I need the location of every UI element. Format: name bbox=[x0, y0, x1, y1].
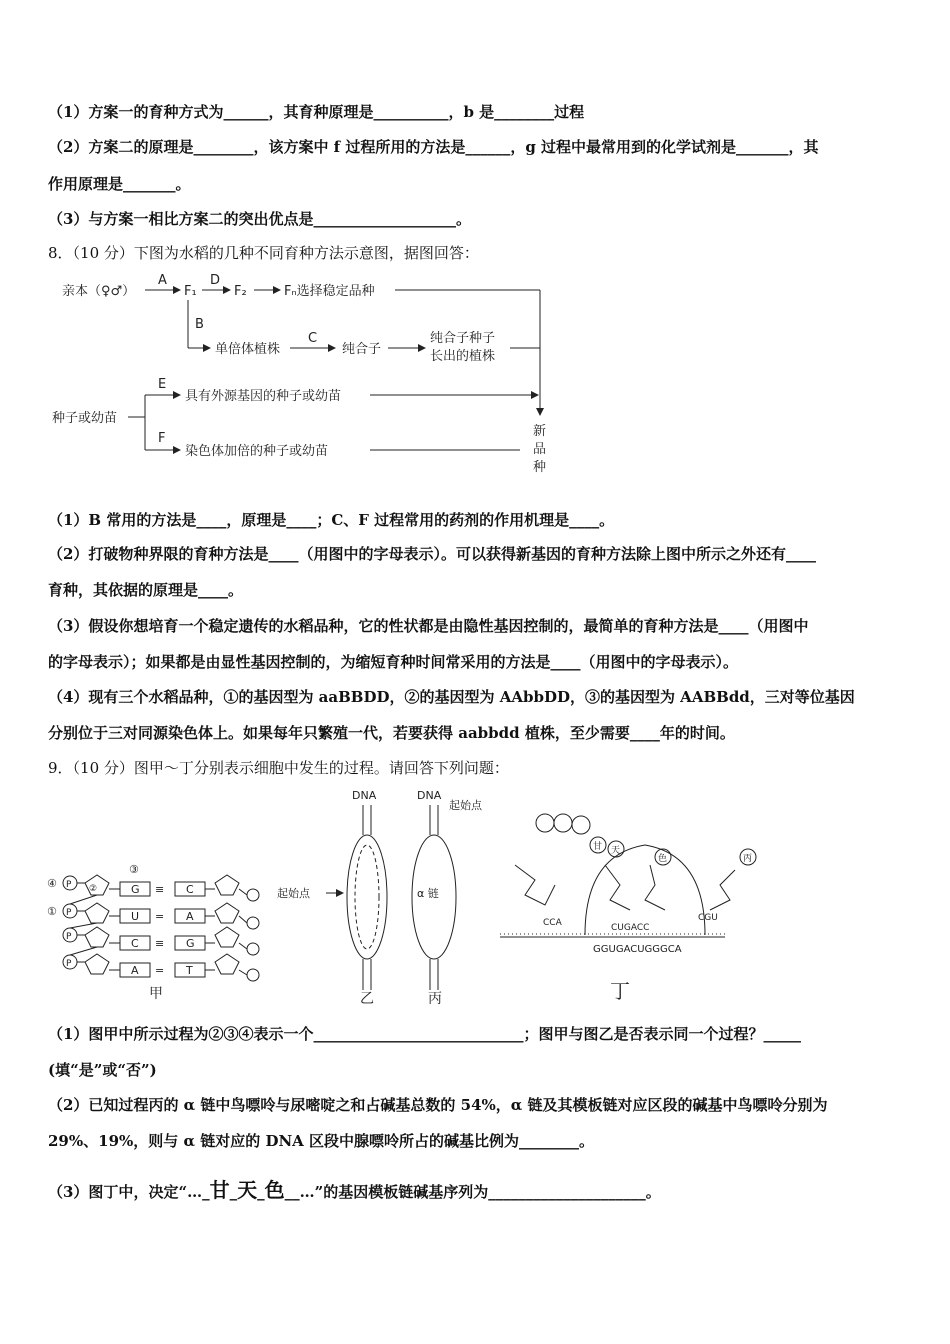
q9-sub1: （1）图甲中所示过程为②③④表示一个____________________________；图甲与图乙是否表示同一个过程？_____ bbox=[48, 1025, 801, 1043]
phosphate-2: P bbox=[66, 908, 72, 918]
q8-sub3: （3）假设你想培育一个稳定遗传的水稻品种，它的性状都是由隐性基因控制的，最简单的育种方法是____（用图中 bbox=[48, 617, 809, 635]
caption-jia: 甲 bbox=[149, 986, 163, 1002]
jia-label-4: ④ bbox=[47, 877, 57, 890]
label-F-text: 染色体加倍的种子或幼苗 bbox=[185, 444, 329, 459]
base-right-4: T bbox=[186, 964, 193, 977]
q7-sub1: （1）方案一的育种方式为______，其育种原理是__________，b 是________过程 bbox=[48, 103, 585, 121]
label-B: B bbox=[195, 317, 204, 332]
caption-yi: 乙 bbox=[360, 991, 374, 1007]
amino-1: 甘 bbox=[593, 842, 603, 852]
q9-process-diagrams bbox=[45, 785, 753, 1010]
q9-sub3-part2: ”的基因模板链碱基序列为_____________________。 bbox=[314, 1183, 661, 1201]
label-F: F bbox=[158, 431, 166, 446]
label-haploid: 单倍体植株 bbox=[215, 342, 281, 357]
label-C: C bbox=[308, 331, 318, 346]
aa-blank-2: _ bbox=[229, 1183, 238, 1201]
label-new-1: 新 bbox=[533, 424, 547, 439]
parents-label: 亲本（♀♂） bbox=[62, 284, 136, 299]
label-F1: F₁ bbox=[184, 284, 197, 299]
svg-text:≡: ≡ bbox=[155, 937, 165, 950]
base-left-4: A bbox=[131, 964, 139, 977]
q8-title: 8．（10 分）下图为水稻的几种不同育种方法示意图，据图回答： bbox=[48, 244, 479, 262]
caption-bing: 丙 bbox=[428, 991, 442, 1007]
caption-ding: 丁 bbox=[610, 979, 630, 1003]
inline-aa-3: 色 bbox=[264, 1178, 285, 1202]
q8-sub4: （4）现有三个水稻品种，①的基因型为 aaBBDD，②的基因型为 AAbbDD，③的基因型为 AABBdd，三对等位基因 bbox=[48, 688, 855, 706]
inline-aa-2: 天 bbox=[237, 1178, 258, 1202]
jia-label-3: ③ bbox=[129, 863, 139, 876]
label-F2: F₂ bbox=[234, 284, 247, 299]
label-seed: 种子或幼苗 bbox=[52, 411, 118, 426]
aa-ellipsis: __… bbox=[284, 1183, 315, 1201]
phosphate-3: P bbox=[66, 932, 72, 942]
phosphate-1: P bbox=[66, 880, 72, 890]
q7-sub3: （3）与方案一相比方案二的突出优点是___________________。 bbox=[48, 210, 471, 228]
bing-origin-label: 起始点 bbox=[449, 799, 482, 812]
yi-origin-label: 起始点 bbox=[277, 887, 310, 900]
figure-jia bbox=[47, 863, 259, 1002]
anticodon-2: CUGACC bbox=[611, 923, 650, 933]
base-left-1: G bbox=[131, 883, 140, 896]
label-new-2: 品 bbox=[533, 442, 547, 457]
base-left-3: C bbox=[131, 937, 139, 950]
q8-sub4-cont: 分别位于三对同源染色体上。如果每年只繁殖一代，若要获得 aabbdd 植株，至少需要____年的时间。 bbox=[48, 724, 735, 742]
label-Fn: Fₙ选择稳定品种 bbox=[284, 284, 375, 299]
label-E: E bbox=[158, 377, 167, 392]
bing-dna-label: DNA bbox=[417, 789, 442, 802]
q7-sub2-cont: 作用原理是_______。 bbox=[48, 175, 191, 193]
base-right-2: A bbox=[186, 910, 194, 923]
amino-2: 天 bbox=[611, 846, 621, 856]
label-A: A bbox=[158, 273, 167, 288]
label-homo: 纯合子 bbox=[342, 342, 382, 357]
base-left-2: U bbox=[131, 910, 140, 923]
yi-dna-label: DNA bbox=[352, 789, 377, 802]
anticodon-1: CCA bbox=[543, 918, 562, 928]
q7-sub2: （2）方案二的原理是________，该方案中 f 过程所用的方法是______，g 过程中最常用到的化学试剂是_______，其 bbox=[48, 138, 819, 156]
figure-yi bbox=[277, 789, 387, 1007]
mrna-sequence: GGUGACUGGGCA bbox=[593, 944, 682, 955]
jia-label-1: ① bbox=[47, 905, 57, 918]
q9-sub3 bbox=[48, 1180, 661, 1202]
anticodon-3: CGU bbox=[698, 913, 718, 923]
label-E-text: 具有外源基因的种子或幼苗 bbox=[185, 389, 342, 404]
q9-sub3-part1: （3）图丁中，决定“… bbox=[48, 1183, 203, 1201]
base-right-3: G bbox=[186, 937, 195, 950]
q9-title: 9．（10 分）图甲～丁分别表示细胞中发生的过程。请回答下列问题： bbox=[48, 759, 509, 777]
svg-text:=: = bbox=[155, 964, 165, 977]
q8-sub2: （2）打破物种界限的育种方法是____（用图中的字母表示）。可以获得新基因的育种方法除上图中所示之外还有____ bbox=[48, 545, 816, 563]
figure-bing bbox=[412, 789, 483, 1007]
inline-aa-1: 甘 bbox=[209, 1178, 230, 1202]
label-homo-plant-2: 长出的植株 bbox=[430, 349, 496, 364]
aa-blank-1: _ bbox=[202, 1183, 210, 1201]
aa-blank-3: _ bbox=[257, 1183, 265, 1201]
base-right-1: C bbox=[186, 883, 194, 896]
svg-text:=: = bbox=[155, 910, 165, 923]
q8-breeding-diagram bbox=[50, 270, 560, 485]
label-homo-plant-1: 纯合子种子 bbox=[430, 331, 496, 346]
phosphate-4: P bbox=[66, 959, 72, 969]
q9-sub1-cont: (填“是”或“否”) bbox=[48, 1061, 157, 1079]
amino-4: 丙 bbox=[743, 854, 753, 864]
label-D: D bbox=[210, 273, 221, 288]
q9-sub2: （2）已知过程丙的 α 链中鸟嘌呤与尿嘧啶之和占碱基总数的 54%，α 链及其模板链对应区段的碱基中鸟嘌呤分别为 bbox=[48, 1096, 828, 1114]
q8-sub3-cont: 的字母表示）；如果都是由显性基因控制的，为缩短育种时间常采用的方法是____（用图中的字母表示）。 bbox=[48, 653, 739, 671]
figure-ding bbox=[500, 814, 756, 1003]
amino-3: 色 bbox=[658, 854, 668, 864]
q8-sub2-cont: 育种，其依据的原理是____。 bbox=[48, 581, 244, 599]
q8-sub1: （1）B 常用的方法是____，原理是____；C、F 过程常用的药剂的作用机理是____。 bbox=[48, 511, 615, 529]
q9-sub2-cont: 29%、19%，则与 α 链对应的 DNA 区段中腺嘌呤所占的碱基比例为________。 bbox=[48, 1132, 595, 1150]
jia-label-2: ② bbox=[89, 884, 98, 894]
svg-text:≡: ≡ bbox=[155, 883, 165, 896]
bing-alpha-label: α 链 bbox=[417, 887, 439, 900]
label-new-3: 种 bbox=[533, 460, 547, 475]
